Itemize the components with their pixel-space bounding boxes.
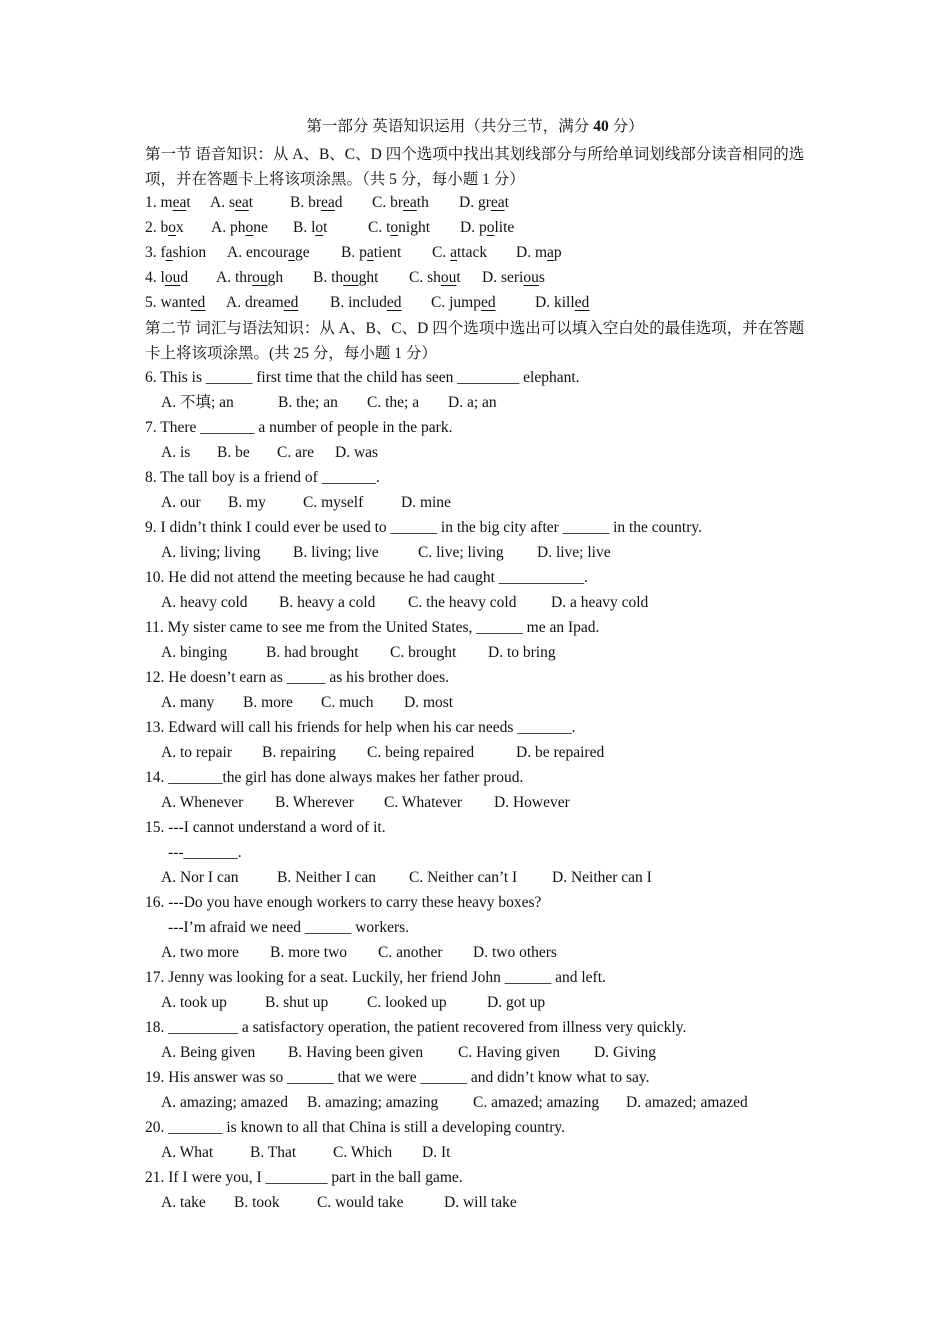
option-word: through xyxy=(234,269,284,286)
section1-heading: 第一节 语音知识：从 A、B、C、D 四个选项中找出其划线部分与所给单词划线部分读音相同的选项，并在答题卡上将该项涂黑。（共 5 分，每小题 1 分） xyxy=(145,146,805,188)
part-title xyxy=(0,117,950,137)
answer-option[interactable]: C. would take xyxy=(317,1194,404,1211)
question-reply: ---I’m afraid we need ______ workers. xyxy=(168,919,410,936)
answer-option[interactable]: A. our xyxy=(161,494,201,511)
answer-option[interactable]: B. more xyxy=(243,694,293,711)
answer-option[interactable]: D. got up xyxy=(487,994,546,1011)
answer-option[interactable]: D. two others xyxy=(473,944,557,961)
answer-option[interactable]: B. amazing; amazing xyxy=(307,1094,439,1111)
option-letter: A. xyxy=(210,194,229,211)
answer-option[interactable]: B. my xyxy=(228,494,266,511)
answer-option[interactable]: A. heavy cold xyxy=(161,594,248,611)
answer-option[interactable] xyxy=(341,243,401,263)
option-letter: C. xyxy=(372,194,391,211)
question-stem: 6. This is ______ first time that the child has seen ________ elephant. xyxy=(145,369,580,386)
answer-option[interactable]: C. Whatever xyxy=(384,794,463,811)
phonetics-question xyxy=(145,243,206,263)
answer-option[interactable] xyxy=(216,268,283,288)
option-word: serious xyxy=(500,269,545,286)
option-letter: D. xyxy=(459,194,478,211)
option-word: lot xyxy=(311,219,328,236)
option-word: killed xyxy=(553,294,590,311)
answer-option[interactable]: B. had brought xyxy=(266,644,359,661)
answer-option[interactable]: A. is xyxy=(161,444,191,461)
part-title-pre: 第一部分 英语知识运用（共分三节，满分 xyxy=(306,118,594,135)
answer-option[interactable]: A. to repair xyxy=(161,744,233,761)
answer-option[interactable]: C. Which xyxy=(333,1144,393,1161)
answer-option[interactable]: A. amazing; amazed xyxy=(161,1094,288,1111)
answer-option[interactable] xyxy=(226,293,298,313)
answer-option[interactable]: C. another xyxy=(378,944,443,961)
question-stem: 7. There _______ a number of people in the park. xyxy=(145,419,453,436)
question-number: 5. xyxy=(145,294,161,311)
option-word: jumped xyxy=(449,294,496,311)
option-word: shout xyxy=(427,269,461,286)
option-letter: D. xyxy=(460,219,479,236)
answer-option[interactable]: C. Having given xyxy=(458,1044,561,1061)
option-letter: A. xyxy=(227,244,246,261)
option-letter: B. xyxy=(341,244,360,261)
answer-option[interactable]: C. Neither can’t I xyxy=(409,869,518,886)
question-stem: 16. ---Do you have enough workers to carry these heavy boxes? xyxy=(145,894,542,911)
question-word: loud xyxy=(160,269,189,286)
answer-option[interactable] xyxy=(535,293,589,313)
answer-option[interactable]: D. be repaired xyxy=(516,744,605,761)
option-letter: A. xyxy=(216,269,235,286)
answer-option[interactable] xyxy=(409,268,461,288)
answer-option[interactable] xyxy=(210,193,253,213)
option-letter: A. xyxy=(226,294,245,311)
option-letter: C. xyxy=(431,294,450,311)
question-stem: 17. Jenny was looking for a seat. Luckily, her friend John ______ and left. xyxy=(145,969,606,986)
answer-option[interactable]: D. will take xyxy=(444,1194,517,1211)
answer-option[interactable]: D. amazed; amazed xyxy=(626,1094,748,1111)
option-word: map xyxy=(534,244,562,261)
question-word: box xyxy=(160,219,184,236)
answer-option[interactable]: C. being repaired xyxy=(367,744,475,761)
answer-option[interactable] xyxy=(330,293,401,313)
answer-option[interactable]: C. are xyxy=(277,444,315,461)
option-letter: C. xyxy=(368,219,387,236)
option-word: great xyxy=(477,194,509,211)
option-word: thought xyxy=(331,269,379,286)
answer-option[interactable]: D. a heavy cold xyxy=(551,594,649,611)
answer-option[interactable]: B. shut up xyxy=(265,994,329,1011)
answer-option[interactable]: D. live; live xyxy=(537,544,611,561)
option-word: seat xyxy=(228,194,254,211)
option-word: bread xyxy=(308,194,343,211)
answer-option[interactable]: A. Whenever xyxy=(161,794,244,811)
question-stem: 10. He did not attend the meeting because he had caught ___________. xyxy=(145,569,588,586)
answer-option[interactable]: D. mine xyxy=(401,494,451,511)
answer-option[interactable]: A. Nor I can xyxy=(161,869,239,886)
question-stem: 11. My sister came to see me from the United States, ______ me an Ipad. xyxy=(145,619,600,636)
answer-option[interactable]: A. Being given xyxy=(161,1044,256,1061)
answer-option[interactable]: A. living; living xyxy=(161,544,261,561)
option-letter: D. xyxy=(482,269,501,286)
answer-option[interactable]: A. many xyxy=(161,694,215,711)
question-stem: 15. ---I cannot understand a word of it. xyxy=(145,819,386,836)
answer-option[interactable] xyxy=(431,293,496,313)
answer-option[interactable]: B. That xyxy=(250,1144,297,1161)
question-stem: 12. He doesn’t earn as _____ as his brother does. xyxy=(145,669,450,686)
answer-option[interactable] xyxy=(372,193,429,213)
option-word: included xyxy=(348,294,402,311)
question-stem: 9. I didn’t think I could ever be used to ______ in the big city after ______ in the country. xyxy=(145,519,703,536)
option-letter: C. xyxy=(432,244,451,261)
option-word: encourage xyxy=(245,244,310,261)
question-number: 1. xyxy=(145,194,161,211)
option-letter: D. xyxy=(535,294,554,311)
answer-option[interactable] xyxy=(482,268,545,288)
answer-option[interactable]: A. two more xyxy=(161,944,239,961)
answer-option[interactable]: A. take xyxy=(161,1194,206,1211)
answer-option[interactable] xyxy=(290,193,343,213)
answer-option[interactable]: D. most xyxy=(404,694,454,711)
answer-option[interactable] xyxy=(313,268,378,288)
part-title-score: 40 xyxy=(593,118,609,135)
answer-option[interactable]: C. brought xyxy=(390,644,457,661)
answer-option[interactable]: D. However xyxy=(494,794,570,811)
question-stem: 21. If I were you, I ________ part in the ball game. xyxy=(145,1169,463,1186)
answer-option[interactable]: A. binging xyxy=(161,644,228,661)
option-letter: B. xyxy=(330,294,349,311)
answer-option[interactable]: C. live; living xyxy=(418,544,504,561)
question-number: 3. xyxy=(145,244,161,261)
option-word: tonight xyxy=(386,219,431,236)
option-word: patient xyxy=(359,244,402,261)
answer-option[interactable] xyxy=(227,243,310,263)
phonetics-question xyxy=(145,268,188,288)
answer-option[interactable]: D. a; an xyxy=(448,394,497,411)
phonetics-question xyxy=(145,218,184,238)
question-stem: 14. _______the girl has done always makes her father proud. xyxy=(145,769,524,786)
question-reply: ---_______. xyxy=(168,844,242,861)
part-title-post: 分） xyxy=(608,118,644,135)
question-number: 4. xyxy=(145,269,161,286)
option-letter: B. xyxy=(290,194,309,211)
question-stem: 20. _______ is known to all that China is still a developing country. xyxy=(145,1119,566,1136)
option-word: phone xyxy=(229,219,268,236)
answer-option[interactable]: D. It xyxy=(422,1144,451,1161)
question-stem: 13. Edward will call his friends for help when his car needs _______. xyxy=(145,719,576,736)
question-number: 2. xyxy=(145,219,161,236)
answer-option[interactable]: A. 不填; an xyxy=(161,394,234,411)
answer-option[interactable]: C. the heavy cold xyxy=(408,594,517,611)
answer-option[interactable] xyxy=(460,218,514,238)
option-word: breath xyxy=(390,194,429,211)
answer-option[interactable]: B. the; an xyxy=(278,394,338,411)
option-word: polite xyxy=(478,219,515,236)
phonetics-question xyxy=(145,193,191,213)
answer-option[interactable]: B. Neither I can xyxy=(277,869,376,886)
answer-option[interactable]: D. Giving xyxy=(594,1044,656,1061)
answer-option[interactable]: D. was xyxy=(335,444,379,461)
answer-option[interactable] xyxy=(432,243,487,263)
answer-option[interactable] xyxy=(293,218,327,238)
question-word: fashion xyxy=(160,244,207,261)
answer-option[interactable]: C. much xyxy=(321,694,374,711)
option-letter: C. xyxy=(409,269,428,286)
answer-option[interactable]: C. amazed; amazing xyxy=(473,1094,600,1111)
answer-option[interactable] xyxy=(368,218,430,238)
option-letter: A. xyxy=(211,219,230,236)
option-letter: D. xyxy=(516,244,535,261)
answer-option[interactable]: C. looked up xyxy=(367,994,447,1011)
answer-option[interactable]: B. more two xyxy=(270,944,348,961)
question-word: meat xyxy=(160,194,191,211)
question-stem: 8. The tall boy is a friend of _______. xyxy=(145,469,380,486)
option-letter: B. xyxy=(313,269,332,286)
option-letter: B. xyxy=(293,219,312,236)
answer-option[interactable] xyxy=(516,243,562,263)
option-word: dreamed xyxy=(244,294,299,311)
answer-option[interactable] xyxy=(459,193,509,213)
answer-option[interactable]: D. Neither can I xyxy=(552,869,652,886)
section2-heading: 第二节 词汇与语法知识：从 A、B、C、D 四个选项中选出可以填入空白处的最佳选项，并在答题卡上将该项涂黑。(共 25 分，每小题 1 分） xyxy=(145,320,805,362)
answer-option[interactable]: C. the; a xyxy=(367,394,420,411)
answer-option[interactable]: B. heavy a cold xyxy=(279,594,376,611)
answer-option[interactable]: B. living; live xyxy=(293,544,379,561)
option-word: attack xyxy=(450,244,488,261)
question-stem: 19. His answer was so ______ that we were ______ and didn’t know what to say. xyxy=(145,1069,650,1086)
phonetics-question xyxy=(145,293,205,313)
answer-option[interactable]: A. took up xyxy=(161,994,227,1011)
answer-option[interactable]: B. repairing xyxy=(262,744,337,761)
answer-option[interactable]: D. to bring xyxy=(488,644,556,661)
answer-option[interactable]: B. took xyxy=(234,1194,280,1211)
question-word: wanted xyxy=(160,294,206,311)
answer-option[interactable]: A. What xyxy=(161,1144,214,1161)
answer-option[interactable]: B. Having been given xyxy=(288,1044,424,1061)
answer-option[interactable] xyxy=(211,218,268,238)
answer-option[interactable]: B. Wherever xyxy=(275,794,354,811)
answer-option[interactable]: B. be xyxy=(217,444,250,461)
answer-option[interactable]: C. myself xyxy=(303,494,364,511)
question-stem: 18. _________ a satisfactory operation, the patient recovered from illness very quickly. xyxy=(145,1019,687,1036)
